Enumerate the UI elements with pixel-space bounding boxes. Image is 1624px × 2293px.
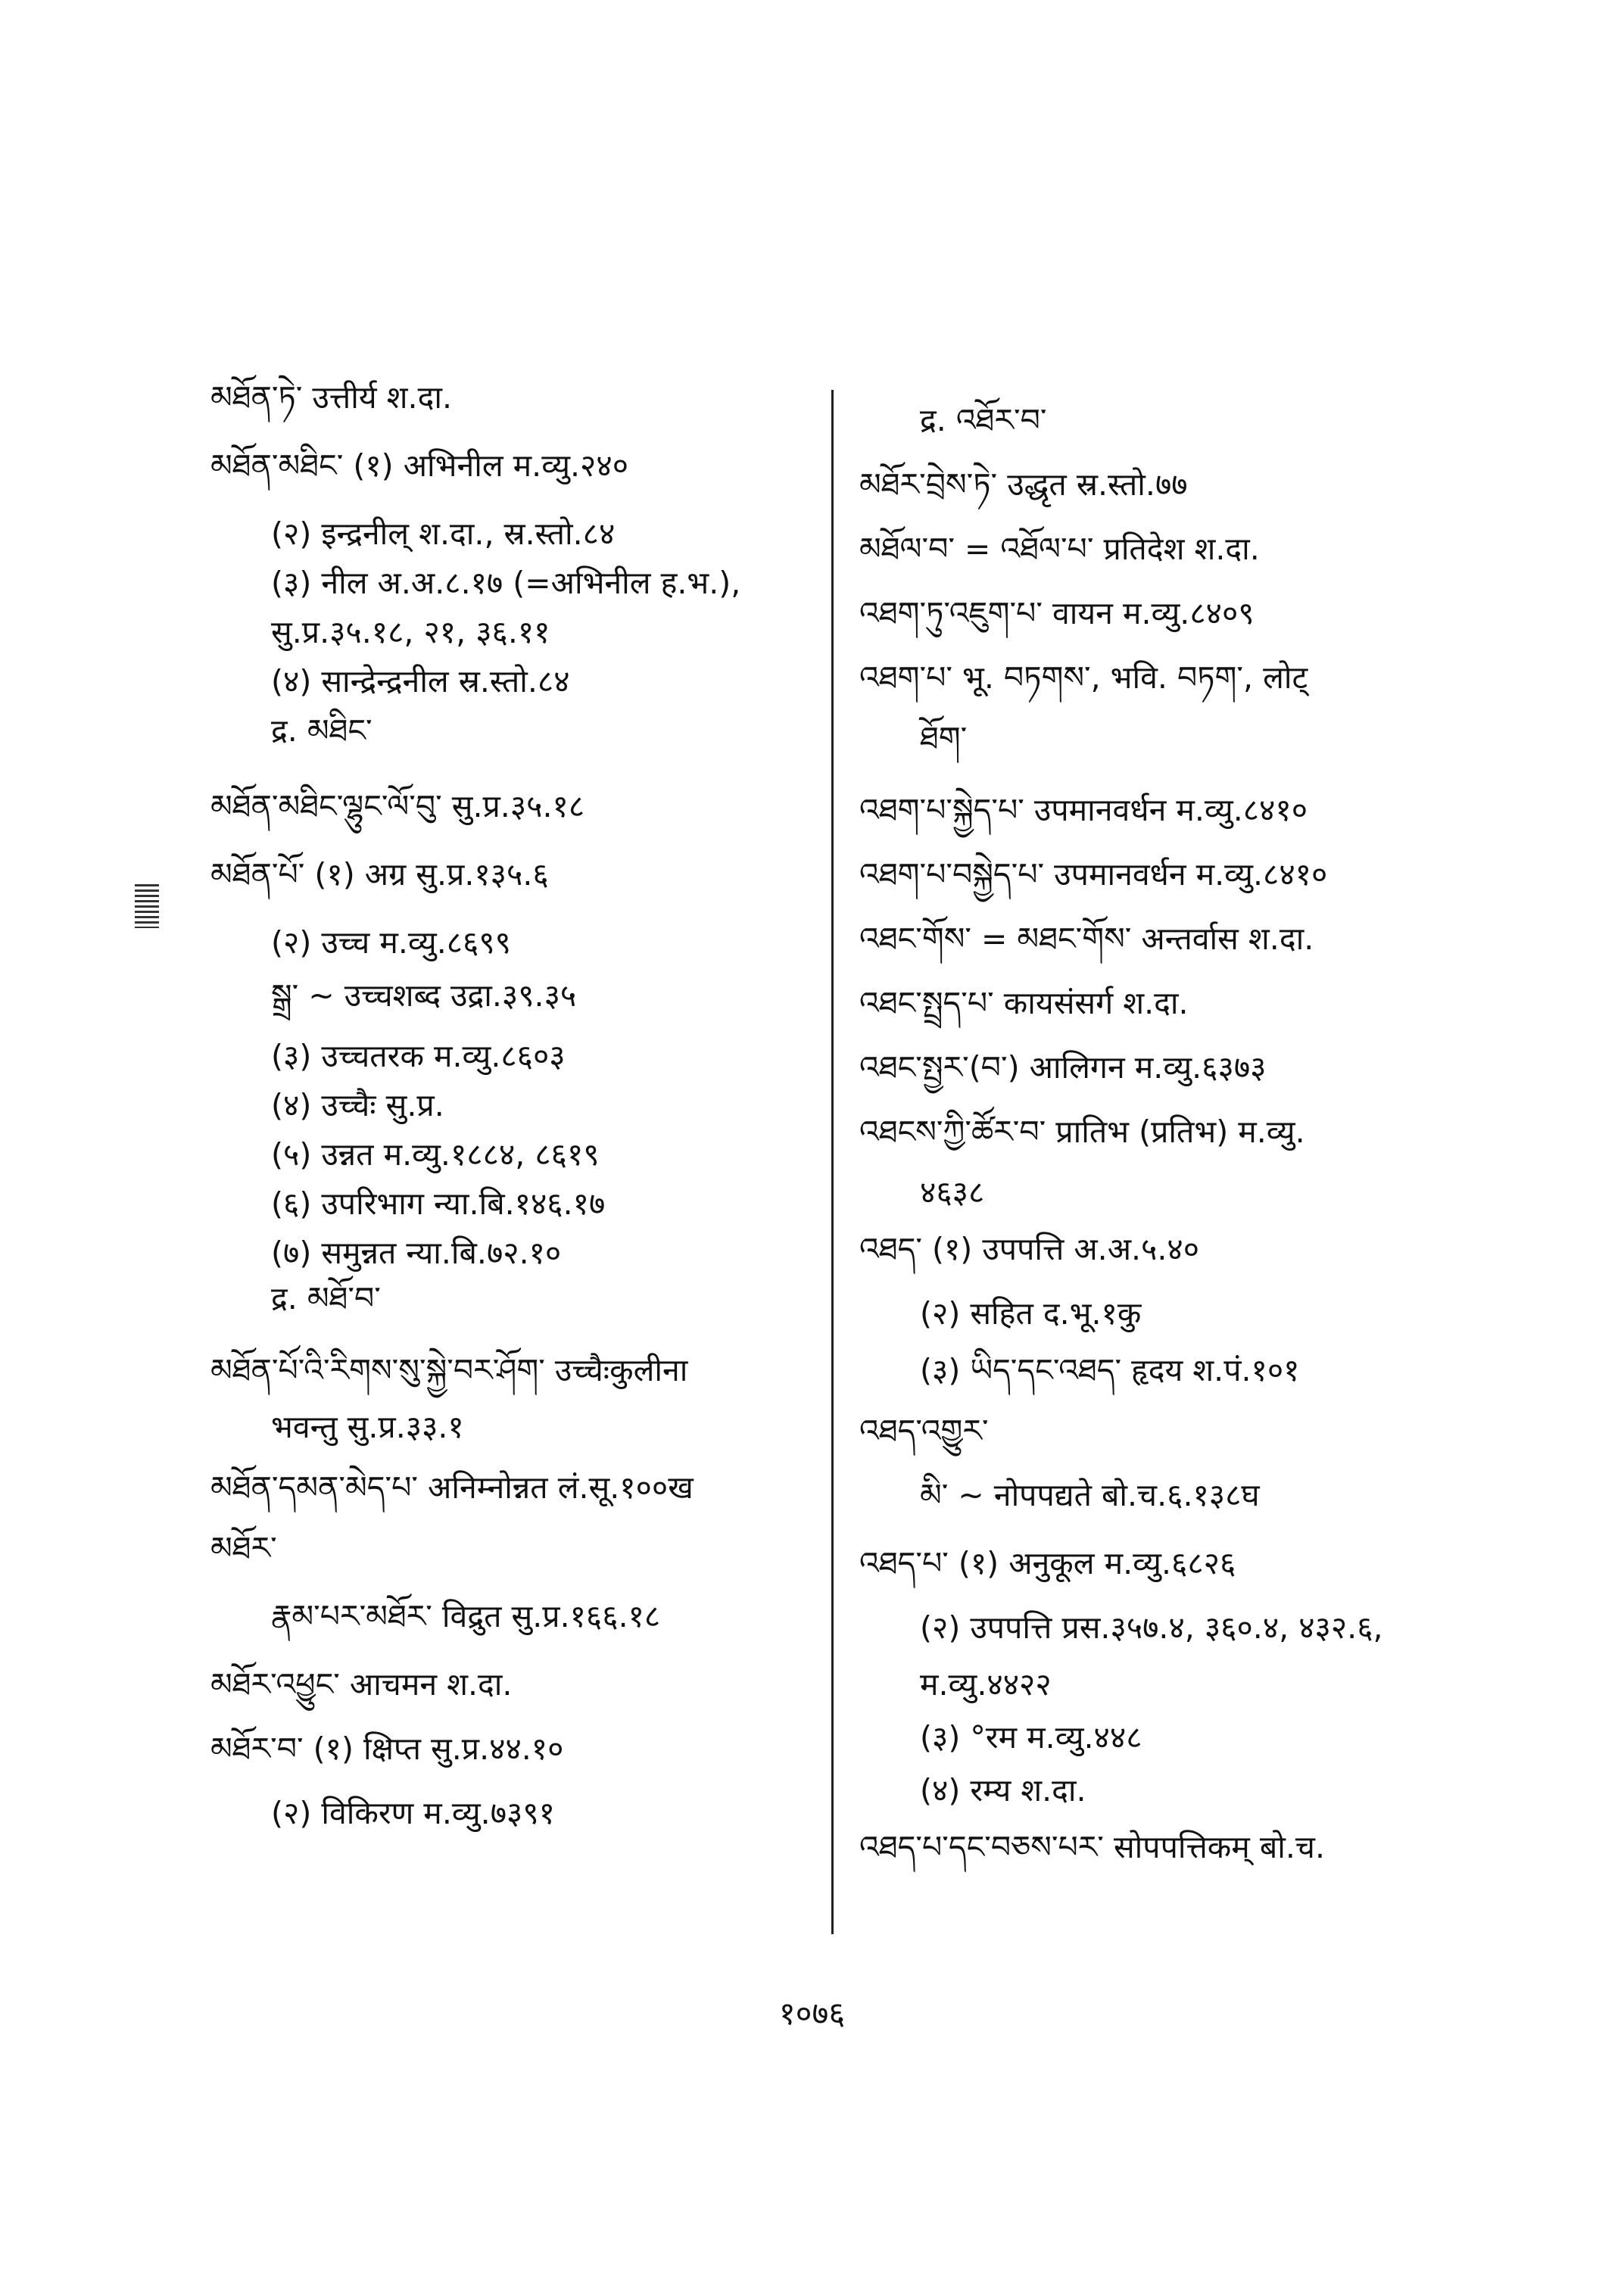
dictionary-entry: མཐོན་ཏེ་ उत्तीर्य श.दा. xyxy=(210,379,452,416)
dictionary-entry: མཐོར་བ་ (१) क्षिप्त सु.प्र.४४.१० xyxy=(210,1731,564,1767)
dictionary-entry: (४) सान्द्रेन्द्रनील स्र.स्तो.८४ xyxy=(271,663,570,699)
dictionary-entry: ཐོག་ xyxy=(920,720,968,756)
dictionary-entry: ४६३८ xyxy=(920,1174,985,1210)
dictionary-entry: མི་ ~ नोपपद्यते बो.च.६.१३८घ xyxy=(920,1477,1260,1513)
dictionary-entry: (३) उच्चतरक म.व्यु.८६०३ xyxy=(271,1038,566,1074)
dictionary-entry: འཐང་སྤྱར་(བ་) आलिगन म.व्यु.६३७३ xyxy=(859,1049,1267,1086)
dictionary-entry: འཐང་གོས་ = མཐང་གོས་ अन्तर्वास श.दा. xyxy=(859,921,1314,957)
dictionary-entry: འཐག་པ་བསྐྱེད་པ་ उपमानवर्धन म.व्यु.८४१० xyxy=(859,856,1328,893)
dictionary-entry: (२) उपपत्ति प्रस.३५७.४, ३६०.४, ४३२.६, xyxy=(920,1609,1383,1646)
dictionary-entry: འཐག་པ་ भू. བཏགས་, भवि. བཏག་, लोट् xyxy=(859,659,1308,696)
dictionary-entry: (४) उच्चैः सु.प्र. xyxy=(271,1087,444,1123)
dictionary-entry: འཐད་པ་དང་བཅས་པར་ सोपपत्तिकम् बो.च. xyxy=(859,1829,1325,1865)
dictionary-entry: མཐོན་མཐིང་ལྷུང་ལོ་བུ་ सु.प्र.३५.१८ xyxy=(210,788,585,824)
dictionary-entry: द्र. འཐོར་བ་ xyxy=(920,402,1047,438)
dictionary-entry: མཐོན་པོ་འི་རིགས་སུ་སྐྱེ་བར་ཤོག་ उच्चैःकुलीना xyxy=(210,1352,688,1388)
page-number: १०७६ xyxy=(778,1995,846,2032)
dictionary-entry: (३) °रम म.व्यु.४४८ xyxy=(920,1719,1142,1756)
dictionary-entry: འཐག་ཏུ་འཇུག་པ་ वायन म.व्यु.८४०९ xyxy=(859,595,1255,631)
dictionary-entry: (३) ཡིད་དང་འཐད་ हृदय श.पं.१०१ xyxy=(920,1352,1300,1388)
dictionary-entry: མཐོན་པོ་ (१) अग्र सु.प्र.१३५.६ xyxy=(210,856,549,893)
dictionary-entry: (२) उच्च म.व्यु.८६९९ xyxy=(271,924,512,961)
dictionary-entry: འཐད་འགྱུར་ xyxy=(859,1413,989,1449)
dictionary-entry: འཐད་ (१) उपपत्ति अ.अ.५.४० xyxy=(859,1231,1200,1267)
dictionary-entry: द्र. མཐིང་ xyxy=(271,712,372,749)
dictionary-entry: (४) रम्य श.दा. xyxy=(920,1772,1086,1809)
dictionary-entry: म.व्यु.४४२२ xyxy=(920,1666,1052,1703)
dictionary-entry: (७) समुन्नत न्या.बि.७२.१० xyxy=(271,1235,562,1271)
dictionary-entry: (२) विकिरण म.व्यु.७३९१ xyxy=(271,1795,555,1831)
column-divider xyxy=(831,390,834,1934)
dictionary-entry: འཐངས་ཀྱི་ཚོར་བ་ प्रातिभ (प्रतिभ) म.व्यु. xyxy=(859,1114,1305,1150)
dictionary-entry: (२) सहित द.भू.१कु xyxy=(920,1295,1142,1332)
dictionary-entry: མཐོན་མཐིང་ (१) अभिनील म.व्यु.२४० xyxy=(210,447,629,484)
dictionary-entry: མཐོན་དམན་མེད་པ་ अनिम्नोन्नत लं.सू.१००ख xyxy=(210,1469,694,1506)
dictionary-entry: सु.प्र.३५.१८, २१, ३६.११ xyxy=(271,614,550,650)
dictionary-entry: (३) नील अ.अ.८.१७ (=अभिनील ह.भ.), xyxy=(271,565,741,601)
dictionary-entry: རྣམ་པར་མཐོར་ विद्रुत सु.प्र.१६६.१८ xyxy=(271,1598,661,1634)
dictionary-entry: भवन्तु सु.प्र.३३.१ xyxy=(271,1409,464,1445)
dictionary-entry: སྒྲ་ ~ उच्चशब्द उद्रा.३९.३५ xyxy=(271,977,577,1014)
dictionary-entry: འཐད་པ་ (१) अनुकूल म.व्यु.६८२६ xyxy=(859,1545,1236,1581)
dictionary-entry: མཐོལ་བ་ = འཐོལ་པ་ प्रतिदेश श.दा. xyxy=(859,531,1260,567)
dictionary-entry: (६) उपरिभाग न्या.बि.१४६.१७ xyxy=(271,1185,606,1222)
dictionary-entry: འཐག་པ་སྐྱེད་པ་ उपमानवर्धन म.व्यु.८४१० xyxy=(859,792,1308,828)
margin-mark xyxy=(135,884,159,928)
dictionary-entry: འཐང་སྤྲད་པ་ कायसंसर्ग श.दा. xyxy=(859,985,1189,1021)
dictionary-entry: (५) उन्नत म.व्यु.१८८४, ८६१९ xyxy=(271,1136,600,1173)
dictionary-entry: མཐོར་འཕྱུང་ आचमन श.दा. xyxy=(210,1666,513,1703)
dictionary-entry: (२) इन्द्रनील् श.दा., स्र.स्तो.८४ xyxy=(271,516,616,552)
dictionary-entry: द्र. མཐོ་བ་ xyxy=(271,1280,381,1316)
dictionary-entry: མཐོར་ xyxy=(210,1530,277,1566)
dictionary-entry: མཐོར་བྲེས་ཏེ་ उद्धृत स्र.स्तो.७७ xyxy=(859,466,1188,503)
